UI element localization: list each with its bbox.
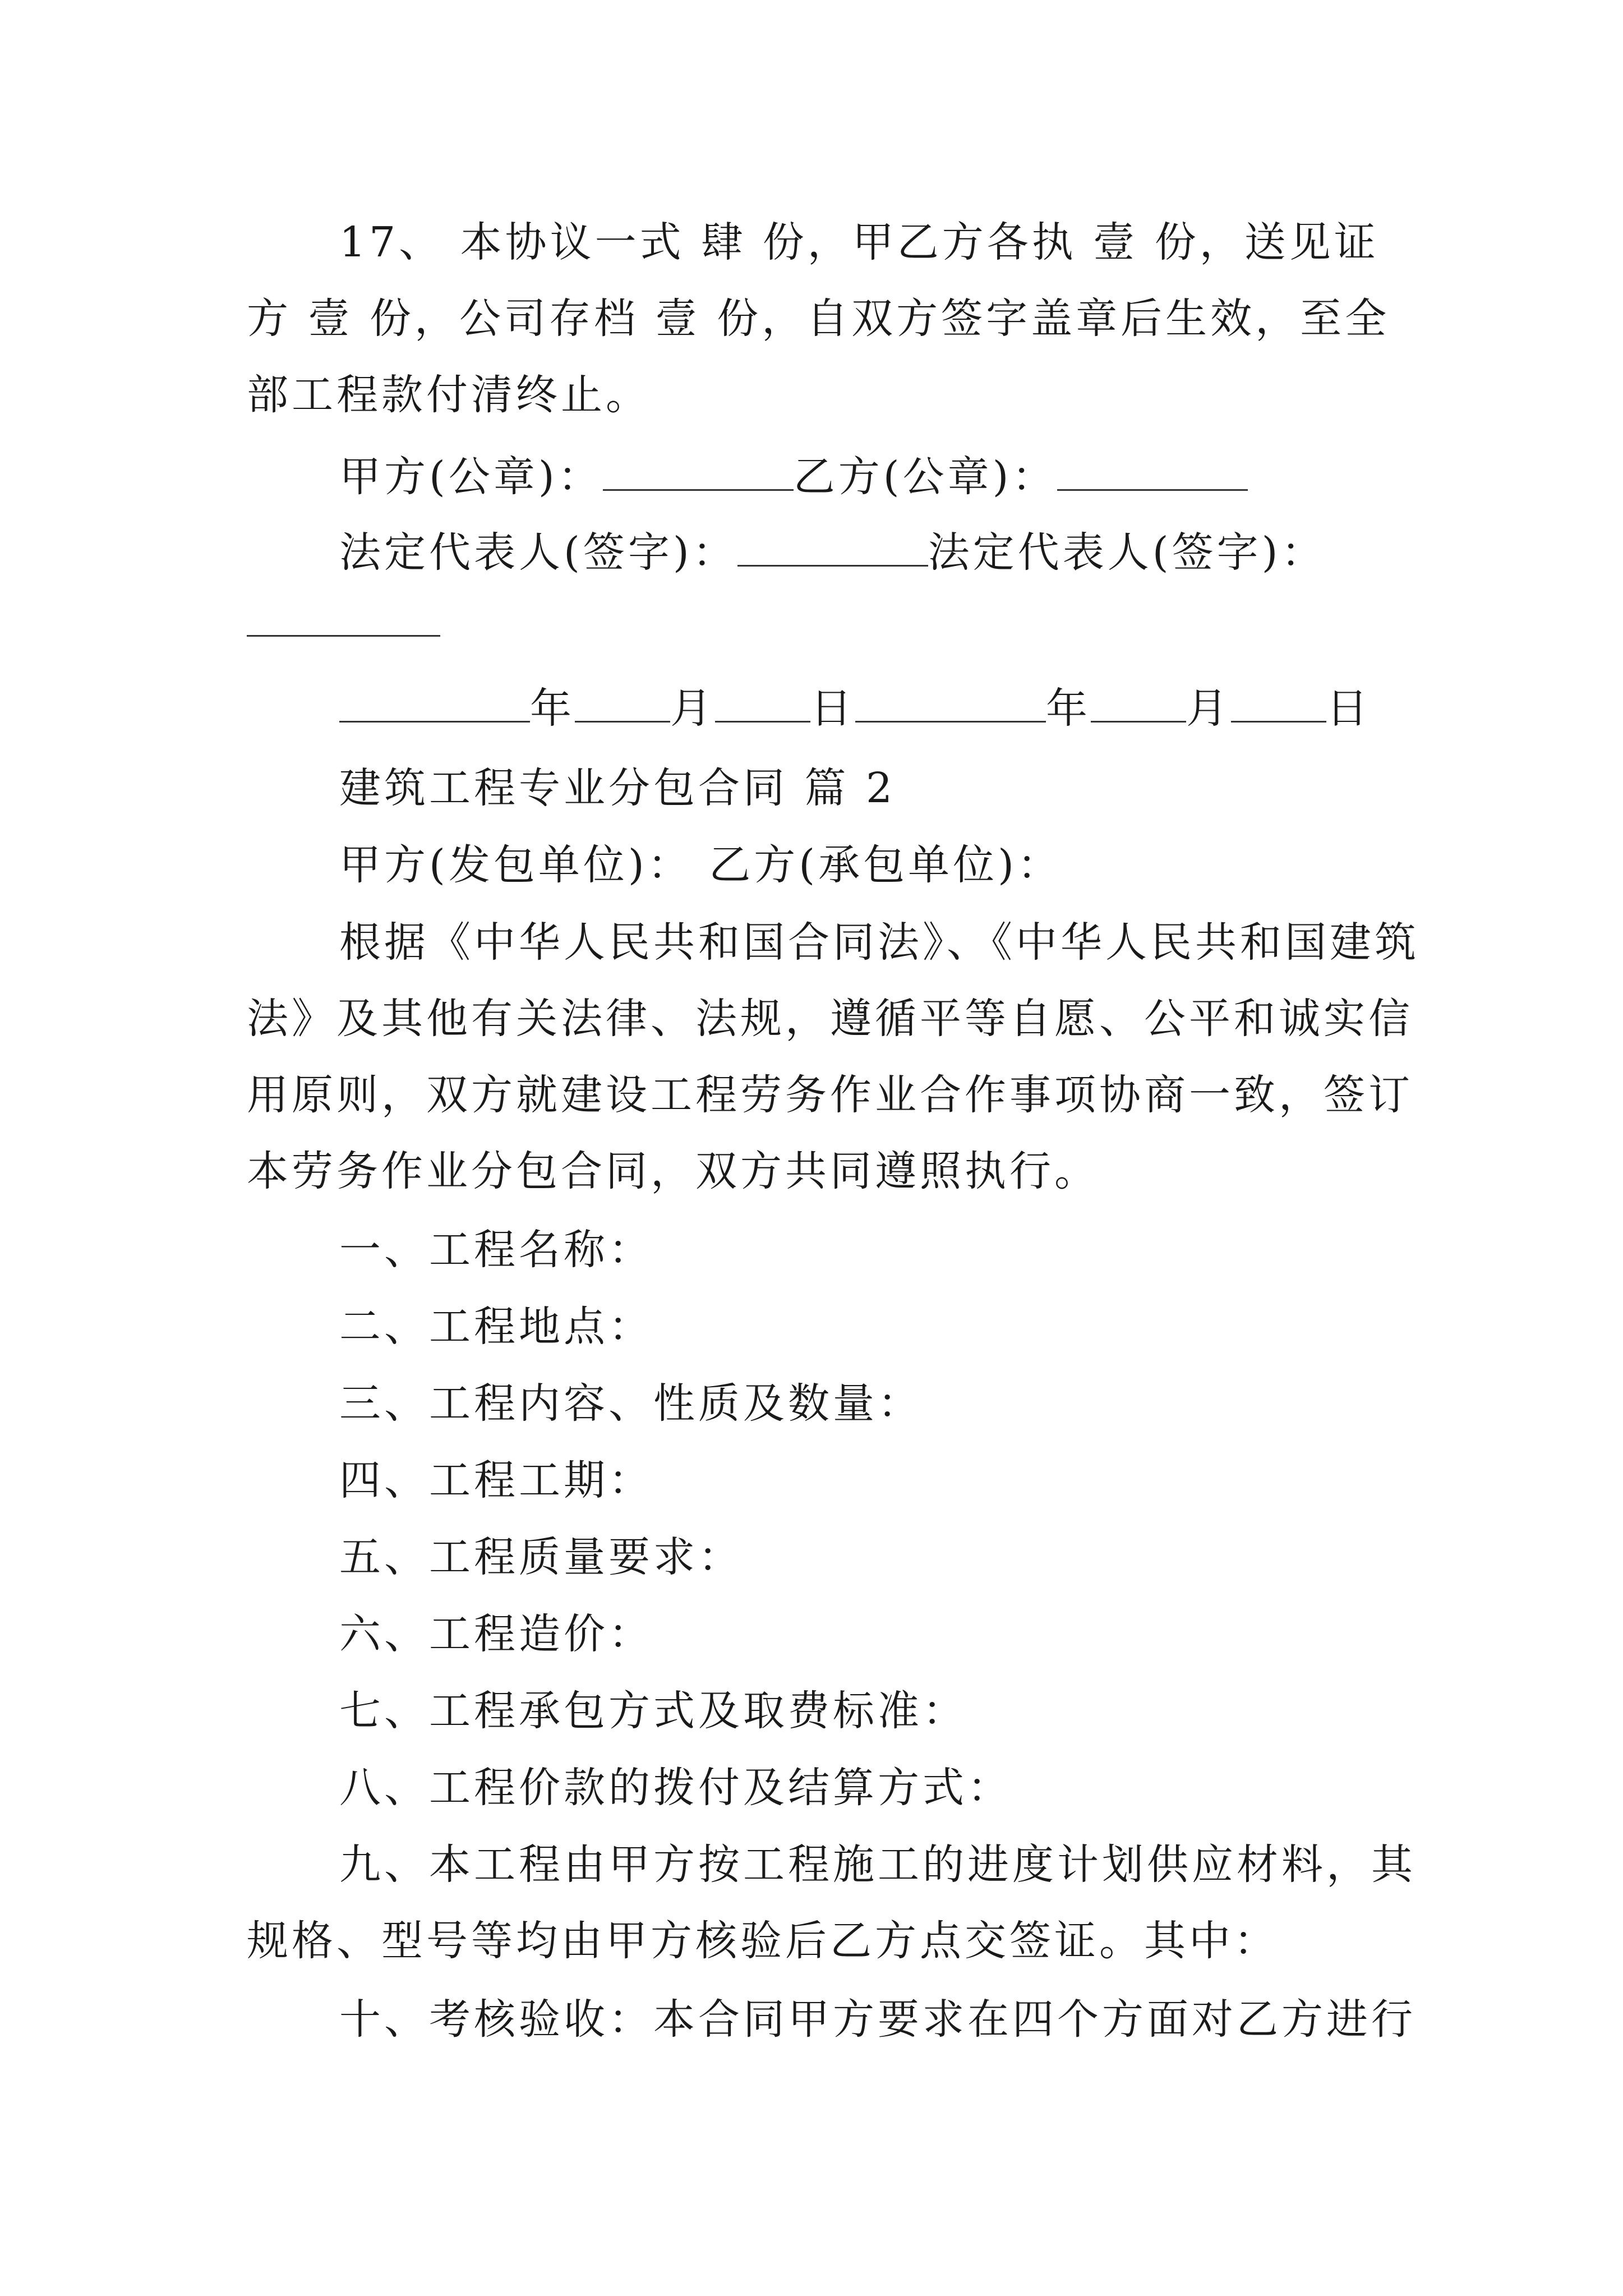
seal-line: [339, 449, 1248, 505]
preamble-line-2: 法》及其他有关法律、法规，遵循平等自愿、公平和诚实信: [247, 995, 1413, 1043]
legal-rep-b-label: 法定代表人(签字)：: [928, 528, 1326, 577]
legal-rep-b-blank-line: [247, 595, 440, 651]
year-a-label: 年: [530, 684, 575, 733]
clause-17-line-1: 17、 本协议一式 肆 份，甲乙方各执 壹 份，送见证: [339, 218, 1379, 266]
year-a-blank: [339, 686, 530, 723]
item-2: 二、工程地点：: [339, 1303, 653, 1351]
section-2-parties: 甲方(发包单位)： 乙方(承包单位)：: [339, 841, 1063, 889]
party-a-seal-label: 甲方(公章)：: [339, 453, 603, 501]
legal-rep-a-label: 法定代表人(签字)：: [339, 528, 737, 577]
item-9-line-1: 九、本工程由甲方按工程施工的进度计划供应材料，其: [339, 1841, 1416, 1889]
item-4: 四、工程工期：: [339, 1456, 653, 1504]
day-a-blank: [715, 686, 810, 723]
preamble-line-4: 本劳务作业分包合同，双方共同遵照执行。: [247, 1147, 1099, 1195]
party-a-seal-blank: [603, 454, 794, 491]
preamble-line-1: 根据《中华人民共和国合同法》、《中华人民共和国建筑: [339, 918, 1419, 967]
party-b-seal-blank: [1057, 454, 1248, 491]
month-b-label: 月: [1186, 684, 1231, 733]
item-9-line-2: 规格、型号等均由甲方核验后乙方点交签证。其中：: [247, 1917, 1279, 1965]
clause-17-line-2: 方 壹 份，公司存档 壹 份，自双方签字盖章后生效，至全: [247, 295, 1390, 343]
item-10-line-1: 十、考核验收：本合同甲方要求在四个方面对乙方进行: [339, 1995, 1416, 2044]
day-a-label: 日: [810, 684, 855, 733]
legal-rep-b-blank: [247, 600, 440, 637]
month-b-blank: [1091, 686, 1186, 723]
year-b-blank: [855, 686, 1046, 723]
item-7: 七、工程承包方式及取费标准：: [339, 1687, 967, 1735]
legal-rep-a-blank: [737, 530, 928, 567]
year-b-label: 年: [1046, 684, 1091, 733]
item-6: 六、工程造价：: [339, 1610, 653, 1658]
item-1: 一、工程名称：: [339, 1226, 653, 1274]
party-b-seal-label: 乙方(公章)：: [793, 453, 1057, 501]
day-b-label: 日: [1326, 684, 1371, 733]
day-b-blank: [1231, 686, 1326, 723]
clause-17-line-3: 部工程款付清终止。: [247, 371, 651, 419]
legal-rep-line: [339, 524, 1326, 581]
month-a-label: 月: [670, 684, 715, 733]
preamble-line-3: 用原则，双方就建设工程劳务作业合作事项协商一致，签订: [247, 1071, 1413, 1119]
date-line: [339, 680, 1371, 737]
item-8: 八、工程价款的拨付及结算方式：: [339, 1764, 1012, 1812]
month-a-blank: [575, 686, 670, 723]
item-5: 五、工程质量要求：: [339, 1533, 743, 1581]
section-2-title: 建筑工程专业分包合同 篇 2: [339, 764, 896, 812]
item-3: 三、工程内容、性质及数量：: [339, 1379, 923, 1428]
